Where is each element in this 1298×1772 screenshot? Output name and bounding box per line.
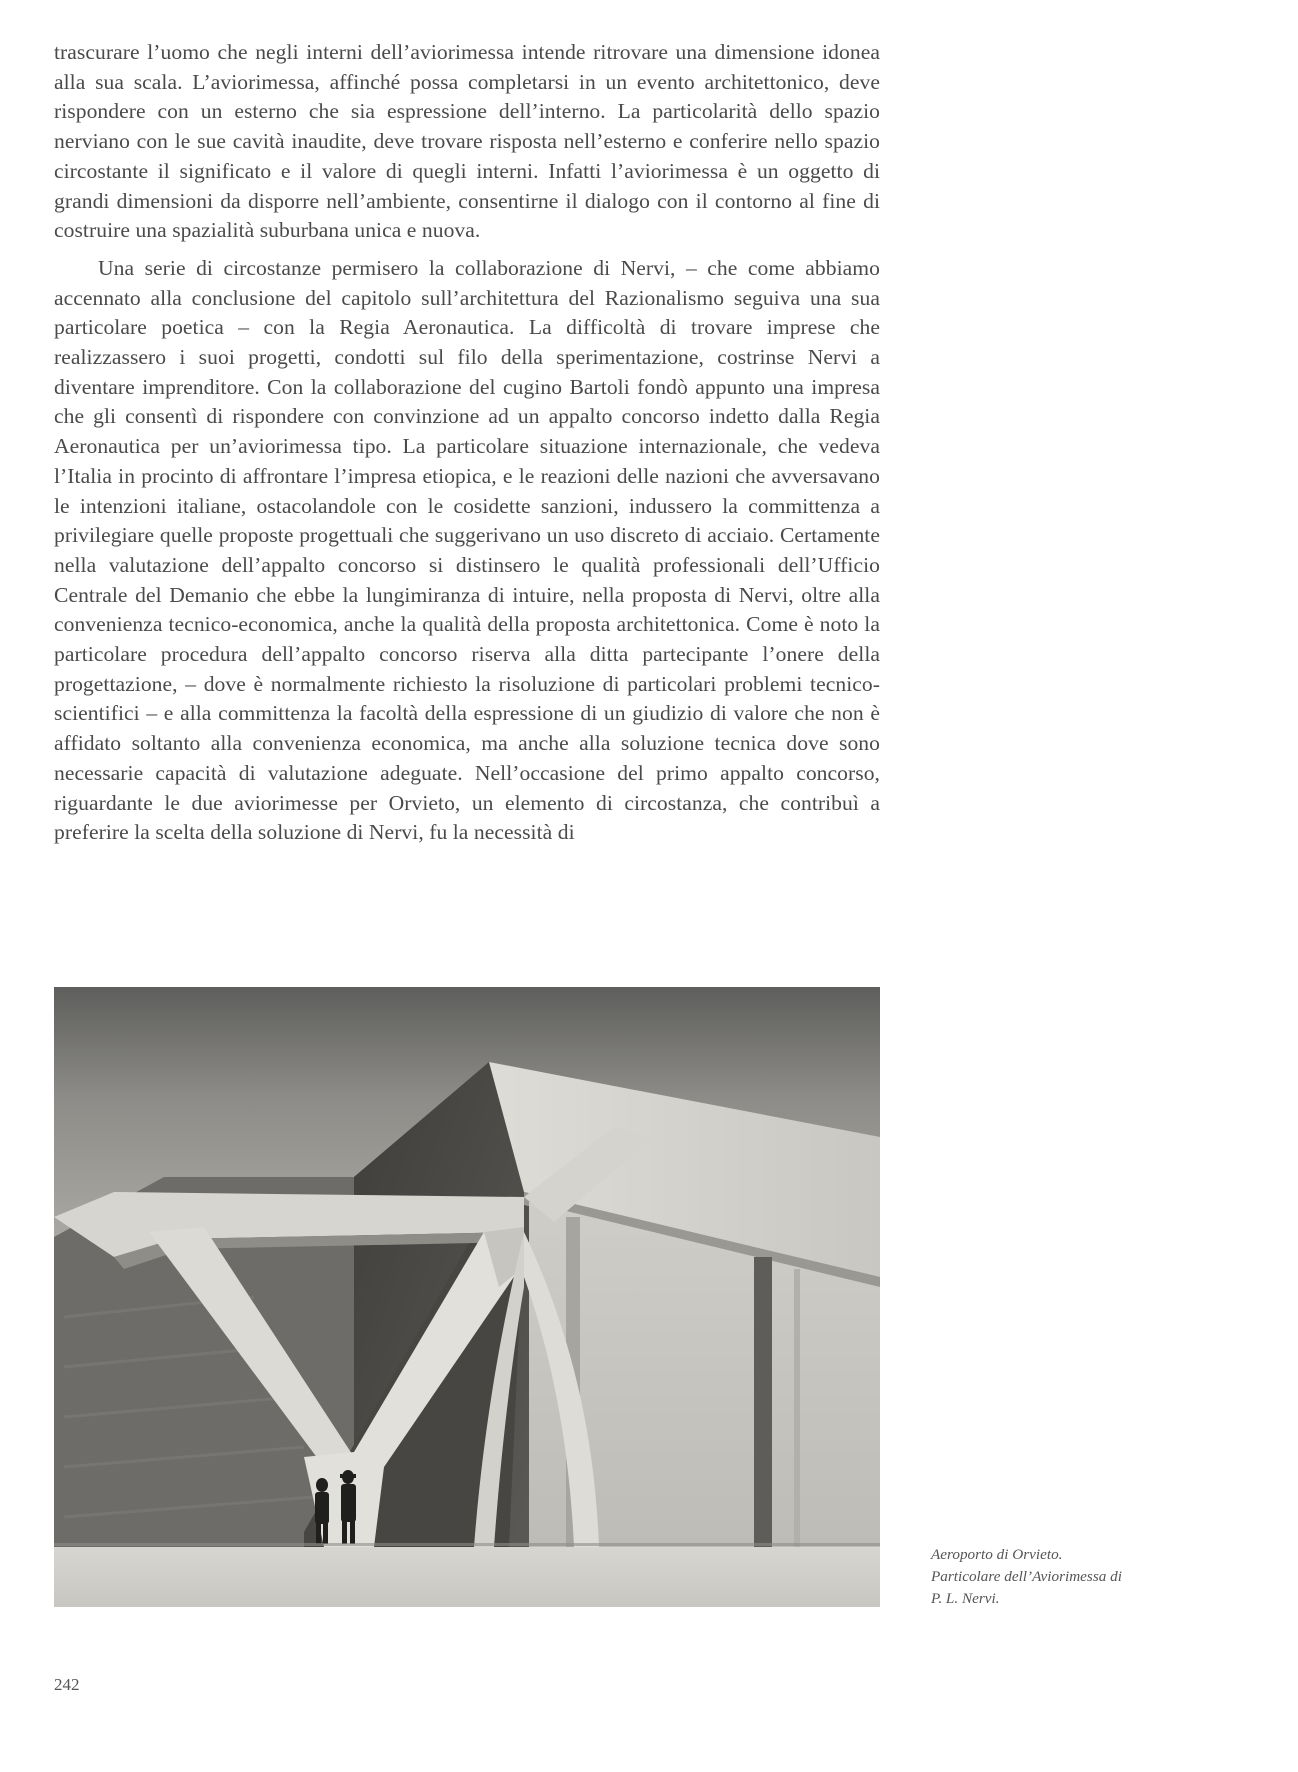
hangar-illustration [54, 987, 880, 1607]
hangar-photo [54, 987, 880, 1607]
paragraph-1: trascurare l’uomo che negli interni dell’aviorimessa intende ritrovare una dimensione idonea alla sua scala. L’aviorimessa, affinché possa completarsi in un evento architettonico, deve rispondere con un esterno che sia espressione dell’interno. La particolarità dello spazio nerviano con le sue cavità inaudite, deve trovare risposta nell’esterno e conferire nello spazio circostante il significato e il valore di quegli interni. Infatti l’aviorimessa è un oggetto di grandi dimensioni da disporre nell’ambiente, consentirne il dialogo con il contorno al fine di costruire una spazialità suburbana unica e nuova. [54, 40, 880, 243]
caption-line-2: Particolare dell’Aviorimessa di [931, 1568, 1122, 1585]
caption-line-3: P. L. Nervi. [931, 1590, 1000, 1607]
figure-caption [931, 1544, 1191, 1610]
page-number: 242 [54, 1675, 80, 1694]
paragraph-2: Una serie di circostanze permisero la collaborazione di Nervi, – che come abbiamo accennato alla conclusione del capitolo sull’architettura del Razionalismo seguiva una sua particolare poetica – con la Regia Aeronautica. La difficoltà di trovare imprese che realizzassero i suoi progetti, condotti sul filo della sperimentazione, costrinse Nervi a diventare imprenditore. Con la collaborazione del cugino Bartoli fondò appunto una impresa che gli consentì di rispondere con convinzione ad un appalto concorso indetto dalla Regia Aeronautica per un’aviorimessa tipo. La particolare situazione internazionale, che vedeva l’Italia in procinto di affrontare l’impresa etiopica, e le reazioni delle nazioni che avversavano le intenzioni italiane, ostacolandole con le cosidette sanzioni, indussero la committenza a privilegiare quelle proposte progettuali che suggerivano un uso discreto di acciaio. Certamente nella valutazione dell’appalto concorso si distinsero le qualità professionali dell’Ufficio Centrale del Demanio che ebbe la lungimiranza di intuire, nella proposta di Nervi, oltre alla convenienza tecnico-economica, anche la qualità della proposta architettonica. Come è noto la particolare procedura dell’appalto concorso riserva alla ditta partecipante l’onere della progettazione, – dove è normalmente richiesto la risoluzione di particolari problemi tecnico-scientifici – e alla committenza la facoltà della espressione di un giudizio di valore che non è affidato soltanto alla convenienza economica, ma anche alla soluzione tecnica dove sono necessarie capacità di valutazione adeguate. Nell’occasione del primo appalto concorso, riguardante le due aviorimesse per Orvieto, un elemento di circostanza, che contribuì a preferire la scelta della soluzione di Nervi, fu la necessità di [54, 255, 880, 845]
body-text [54, 38, 880, 848]
caption-line-1: Aeroporto di Orvieto. [931, 1546, 1063, 1563]
